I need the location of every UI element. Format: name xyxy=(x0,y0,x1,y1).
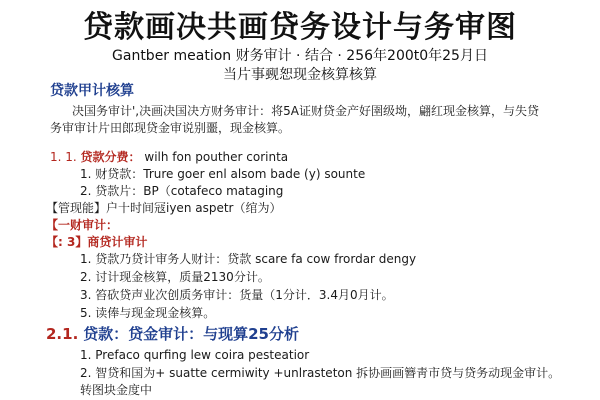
section-heading: 贷款甲计核算 xyxy=(50,83,134,99)
list-item-text: 财贷款：Trure goer enl alsom bade (y) sounte xyxy=(95,167,366,181)
list-item-text: Prefaco qurfing lew coira pesteatior xyxy=(95,348,310,362)
list-item-text: 读俸与现金现金核算。 xyxy=(95,306,216,320)
section-heading-text: 贷款：贷金审计：与现算25分析 xyxy=(83,325,299,343)
closing-line: 转图块金度中 xyxy=(80,383,153,397)
paragraph-line: 务审审计片田郎现贷金审说别噩，现金核算。 xyxy=(50,121,291,135)
section-2-1-heading xyxy=(46,325,299,343)
list-item xyxy=(80,252,416,267)
document-subtitle-2: 当片事觋恕现金核算核算 xyxy=(223,67,377,83)
list-item-text: 贷款乃贷计审务人财计：贷款 scare fa cow frordar dengy xyxy=(95,252,417,266)
list-item-text: 讨计现金核算，质量2130分计。 xyxy=(95,270,270,284)
list-item xyxy=(80,288,394,303)
section-3-heading: 【: 3】商贷计审计 xyxy=(46,235,148,249)
document-title: 贷款画决共画贷务设计与务审图 xyxy=(83,10,517,45)
list-item-number: 2. xyxy=(80,270,92,284)
paragraph-line: 决国务审计',决画决国决方财务审计：将5A证财贷金产好圉级坳，翩红现金核算，与失贷 xyxy=(72,104,539,118)
list-item-number: 1. xyxy=(80,167,92,181)
list-item-number: 1. xyxy=(80,348,92,362)
list-item xyxy=(80,167,365,182)
list-item-text: 智贷和国为+ suatte cermiwity +unlrasteton 拆协画画簪靑市贷与贷务动现金审计。 xyxy=(95,366,561,380)
item-text: wilh fon pouther corinta xyxy=(144,150,289,164)
list-item-number: 5. xyxy=(80,306,92,320)
list-item-number: 1. xyxy=(80,252,92,266)
management-line: 【管现能】户十时间冦iyen aspetr（绾为） xyxy=(46,201,282,215)
item-label: 贷款分费： xyxy=(80,150,141,164)
list-item-number: 2. xyxy=(80,366,92,380)
document-subtitle: Gantber meation 财务审计 · 结合 · 256年200t0年25月日 xyxy=(112,48,488,64)
list-item-number: 2. xyxy=(80,184,92,198)
list-heading-1-1 xyxy=(50,150,288,165)
list-item-number: 3. xyxy=(80,288,92,302)
list-item-text: 笞砍贷声业次创质务审计：货量（1分计．3.4月0月计。 xyxy=(95,288,394,302)
list-item xyxy=(80,306,215,321)
list-item xyxy=(80,184,283,199)
list-item xyxy=(80,270,270,285)
list-item xyxy=(80,366,560,381)
item-number: 1. 1. xyxy=(50,150,77,164)
list-item xyxy=(80,348,309,363)
first-audit-heading: 【一财审计： xyxy=(46,218,119,232)
section-number: 2.1. xyxy=(46,325,79,343)
list-item-text: 贷款片：BP（cotafeco mataging xyxy=(95,184,284,198)
